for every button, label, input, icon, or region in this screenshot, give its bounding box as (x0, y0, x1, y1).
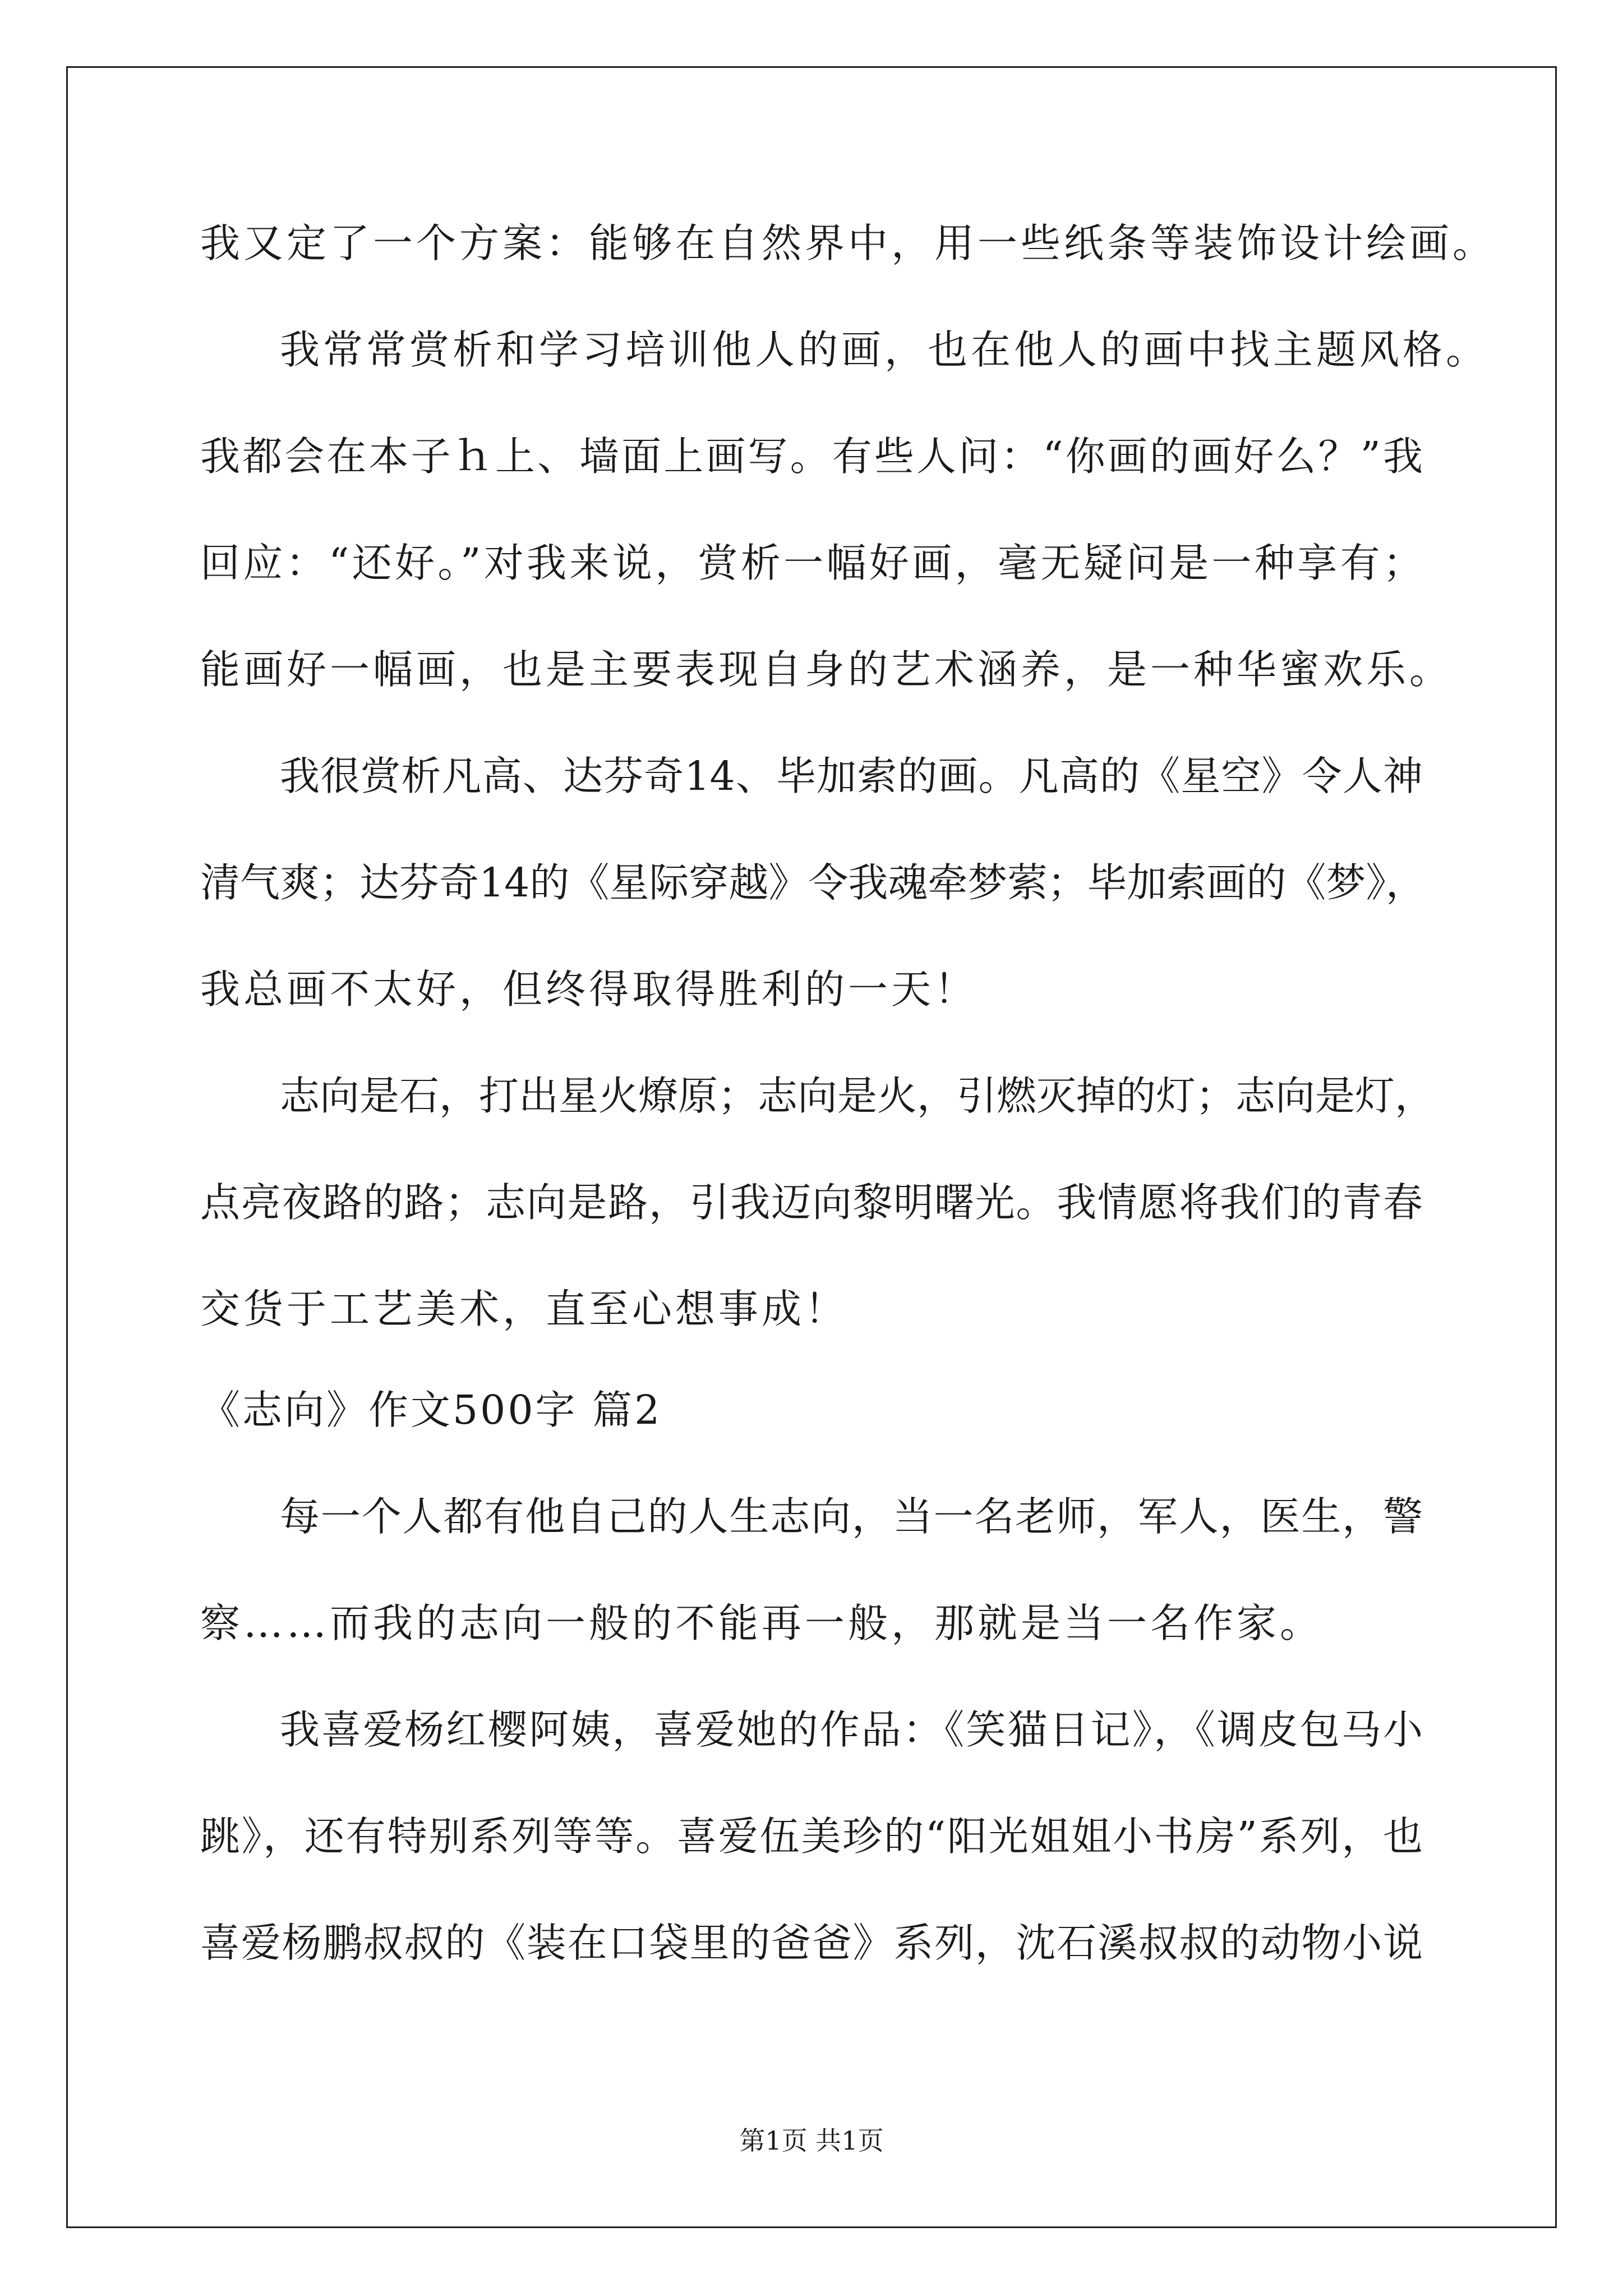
paragraph-start-line: 我喜爱杨红樱阿姨，喜爱她的作品：《笑猫日记》，《调皮包马小 (280, 1706, 1423, 1753)
text-line: 回应：“还好。”对我来说，赏析一幅好画，毫无疑问是一种享有； (200, 540, 1423, 586)
text-line: 清气爽；达芬奇14的《星际穿越》令我魂牵梦萦；毕加索画的《梦》， (200, 859, 1426, 906)
text-line: 我都会在本子ｈ上、墙面上画写。有些人问：“你画的画好么？”我 (200, 433, 1423, 480)
page-border (66, 66, 1557, 2228)
text-line: 点亮夜路的路；志向是路，引我迈向黎明曙光。我情愿将我们的青春 (200, 1179, 1423, 1226)
paragraph-start-line: 每一个人都有他自己的人生志向，当一名老师，军人，医生，警 (280, 1493, 1423, 1540)
text-line: 我又定了一个方案：能够在自然界中，用一些纸条等装饰设计绘画。 (200, 220, 1496, 266)
text-line: 跳》，还有特别系列等等。喜爱伍美珍的“阳光姐姐小书房”系列，也 (200, 1813, 1423, 1860)
paragraph-start-line: 志向是石，打出星火燎原；志向是火，引燃灭掉的灯；志向是灯， (280, 1073, 1435, 1119)
paragraph-start-line: 我常常赏析和学习培训他人的画，也在他人的画中找主题风格。 (280, 326, 1490, 373)
text-line: 我总画不太好，但终得取得胜利的一天！ (200, 966, 978, 1013)
section-heading: 《志向》作文500字 篇2 (200, 1387, 662, 1433)
page-footer: 第1页 共1页 (739, 2125, 884, 2156)
paragraph-start-line: 我很赏析凡高、达芬奇14、毕加索的画。凡高的《星空》令人神 (280, 753, 1423, 799)
text-line: 能画好一幅画，也是主要表现自身的艺术涵养，是一种华蜜欢乐。 (200, 646, 1453, 693)
text-line: 察……而我的志向一般的不能再一般，那就是当一名作家。 (200, 1600, 1324, 1646)
text-line: 交货于工艺美术，直至心想事成！ (200, 1286, 849, 1332)
text-line: 喜爱杨鹏叔叔的《装在口袋里的爸爸》系列，沈石溪叔叔的动物小说 (200, 1920, 1423, 1966)
